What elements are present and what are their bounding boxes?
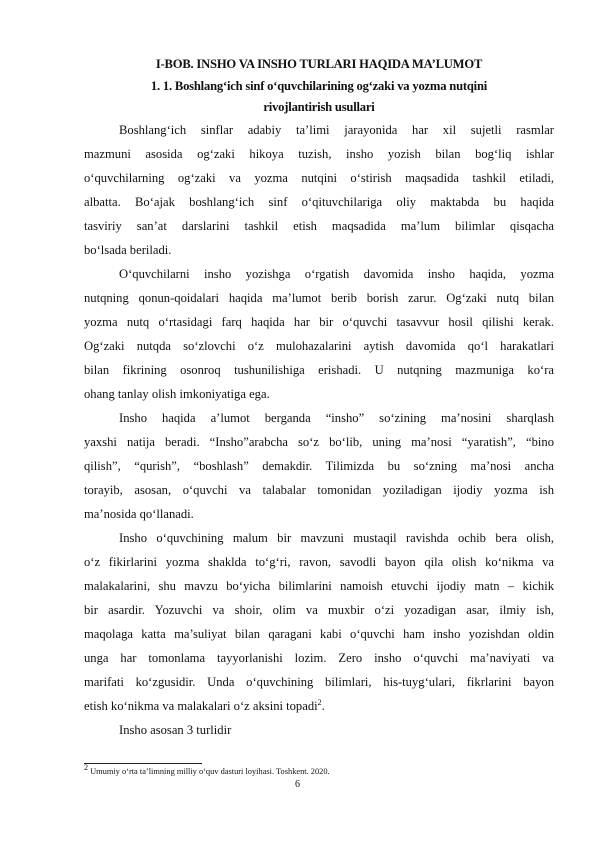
chapter-title: I-BOB. INSHO VA INSHO TURLARI HAQIDA MA’LUMOT: [155, 57, 483, 71]
paragraph-1-line-3: o‘quvchilarning og‘zaki va yozma nutqini o‘stirish maqsadida tashkil etiladi,: [84, 171, 554, 185]
footnote-text: Umumiy o‘rta ta’limning milliy o‘quv dasturi loyihasi. Toshkent. 2020.: [88, 767, 330, 776]
paragraph-2-line-1: O‘quvchilarni insho yozishga o‘rgatish davomida insho haqida, yozma: [119, 267, 554, 281]
paragraph-4-line-2: o‘z fikirlarini yozma shaklda to‘g‘ri, ravon, savodli bayon qila olish ko‘nikma va: [84, 555, 554, 569]
paragraph-1-line-1: Boshlang‘ich sinflar adabiy ta’limi jarayonida har xil sujetli rasmlar: [119, 123, 554, 137]
section-title-line-2: rivojlantirish usullari: [263, 100, 375, 114]
paragraph-4-line-8-text: etish ko‘nikma va malakalari o‘z aksini topadi: [84, 699, 318, 713]
paragraph-2-line-6: ohang tanlay olish imkoniyatiga ega.: [84, 387, 270, 401]
paragraph-1-line-6: bo‘lsada beriladi.: [84, 243, 172, 257]
paragraph-5-line-1: Insho asosan 3 turlidir: [119, 723, 232, 737]
paragraph-4-line-4: bir asardir. Yozuvchi va shoir, olim va muxbir o‘zi yozadigan asar, ilmiy ish,: [84, 603, 554, 617]
paragraph-3-line-5: ma’nosida qo‘llanadi.: [84, 507, 194, 521]
paragraph-4-line-7: marifati ko‘zgusidir. Unda o‘quvchining bilimlari, his-tuyg‘ulari, fikrlarini bayon: [84, 675, 554, 689]
paragraph-3-line-3: qilish”, “qurish”, “boshlash” demakdir. Tilimizda bu so‘zning ma’nosi ancha: [84, 459, 554, 473]
page-number: 6: [295, 779, 300, 790]
paragraph-4-line-6: unga har tomonlama tayyorlanishi lozim. Zero insho o‘quvchi ma’naviyati va: [84, 651, 554, 665]
paragraph-4-line-5: maqolaga katta ma’suliyat bilan qaragani kabi o‘quvchi ham insho yozishdan oldin: [84, 627, 554, 641]
paragraph-3-line-1: Insho haqida a’lumot berganda “insho” so‘zining ma’nosini sharqlash: [119, 411, 554, 425]
paragraph-3-line-2: yaxshi natija beradi. “Insho”arabcha so‘z bo‘lib, uning ma’nosi “yaratish”, “bino: [84, 435, 554, 449]
paragraph-2-line-2: nutqning qonun-qoidalari haqida ma’lumot berib borish zarur. Og‘zaki nutq bilan: [84, 291, 554, 305]
sentence-period: .: [321, 699, 325, 713]
paragraph-1-line-2: mazmuni asosida og‘zaki hikoya tuzish, insho yozish bilan bog‘liq ishlar: [84, 147, 554, 161]
paragraph-4-line-8: [84, 696, 554, 716]
paragraph-2-line-4: Og‘zaki nutqda so‘zlovchi o‘z mulohazalarini aytish davomida qo‘l harakatlari: [84, 339, 554, 353]
paragraph-3-line-4: torayib, asosan, o‘quvchi va talabalar tomonidan yoziladigan ijodiy yozma ish: [84, 483, 554, 497]
section-title: [84, 76, 554, 118]
paragraph-1-line-5: tasviriy san’at darslarini tashkil etish maqsadida ma’lum bilimlar qisqacha: [84, 219, 554, 233]
footnote: [84, 763, 554, 777]
footnote-reference: 2: [317, 697, 322, 707]
footnote-marker: 2: [84, 763, 88, 773]
paragraph-4-line-3: malakalarini, shu mavzu bo‘yicha bilimlarini namoish etuvchi ijodiy matn – kichik: [84, 579, 554, 593]
section-title-line-1: 1. 1. Boshlang‘ich sinf o‘quvchilarining og‘zaki va yozma nutqini: [150, 79, 488, 93]
paragraph-2-line-5: bilan fikrining osonroq tushunilishiga erishadi. U nutqning mazmuniga ko‘ra: [84, 363, 554, 377]
paragraph-2-line-3: yozma nutq o‘rtasidagi farq haqida har bir o‘quvchi tasavvur hosil qilishi kerak.: [84, 315, 554, 329]
footnote-separator: [84, 763, 202, 764]
paragraph-4-line-1: Insho o‘quvchining malum bir mavzuni mustaqil ravishda ochib bera olish,: [119, 531, 554, 545]
paragraph-1-line-4: albatta. Bo‘ajak boshlang‘ich sinf o‘qituvchilariga oliy maktabda bu haqida: [84, 195, 554, 209]
